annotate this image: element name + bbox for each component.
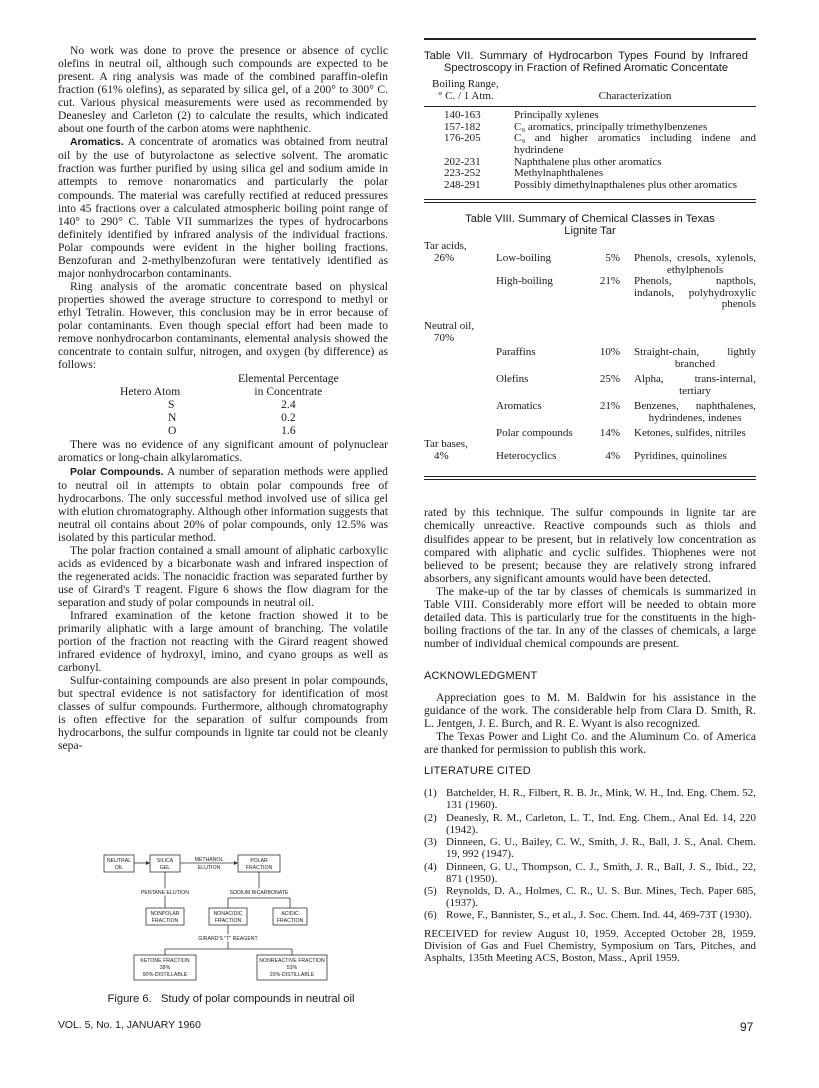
paragraph-ketone-fraction: Infrared examination of the ketone fraction showed it to be primarily aliphatic with a large amount of branching. The volatile portion of the fraction not reacting with the Girard reagent showed infrared evidence of hydroxyl, imino, and cyano groups as well as carbonyl.	[58, 609, 388, 675]
table7-desc: Principally xylenes	[514, 109, 599, 122]
table7-title: Table VII. Summary of Hydrocarbon Types Found by Infrared Spectroscopy in Fraction of Refined Aromatic Concentate	[424, 50, 748, 74]
label-methanol: METHANOL	[194, 857, 224, 863]
label-acidic: ACIDIC	[281, 911, 299, 917]
reference-item	[424, 909, 756, 921]
left-column	[58, 44, 388, 753]
label-nonreactive-fraction: NONREACTIVE FRACTION	[259, 958, 325, 964]
table8-group	[424, 321, 756, 333]
table8-row	[424, 401, 756, 424]
table8-val: 14%	[599, 426, 620, 439]
reference-number: (5)	[424, 884, 437, 897]
table8-row	[424, 428, 756, 440]
table7-range: 248-291	[444, 178, 481, 191]
reference-item	[424, 812, 756, 836]
reference-text: Batchelder, H. R., Filbert, R. B. Jr., Mink, W. H., Ind. Eng. Chem. 52, 131 (1960).	[446, 787, 756, 812]
table8-row	[424, 374, 756, 397]
table7	[424, 79, 756, 200]
hetero-atom: O	[168, 424, 177, 438]
reference-number: (3)	[424, 836, 437, 849]
reference-number: (4)	[424, 860, 437, 873]
table8-sub: Olefins	[496, 373, 529, 386]
table7-header-range	[424, 79, 514, 102]
paragraph-sulfur: Sulfur-containing compounds are also present in polar compounds, but spectral evidence is not satisfactory for identification of most classes of sulfur compounds. Furthermore, although chromatography is often effective for the separation of sulfur compounds from hydrocarbons, the sulfur compounds in lignite tar could not be cleanly sepa-	[58, 674, 388, 753]
hetero-pct: 2.4	[281, 398, 296, 412]
table8-group-pct: 70%	[434, 331, 455, 344]
hetero-pct: 0.2	[281, 411, 296, 425]
table8-desc: Pyridines, quinolines	[634, 449, 727, 462]
hetero-pct: 1.6	[281, 424, 296, 438]
table8-sub: Heterocyclics	[496, 449, 557, 462]
reference-number: (2)	[424, 811, 437, 824]
table7-range: 223-252	[444, 167, 481, 180]
label-acidic-fraction: FRACTION	[276, 918, 304, 924]
table7-header-characterization: Characterization	[598, 89, 672, 102]
table8-group-name: Tar bases,	[424, 438, 468, 451]
table7-range: 157-182	[444, 120, 481, 133]
table8-row	[424, 451, 756, 463]
table8-val: 4%	[605, 449, 620, 462]
figure-6	[96, 850, 366, 1005]
table7-range: 202-231	[444, 155, 481, 168]
label-gel: GEL	[159, 865, 171, 871]
table8-group-pct: 4%	[434, 449, 449, 462]
table8-group-name: Neutral oil,	[424, 319, 475, 332]
table8-row	[424, 347, 756, 370]
received-note: RECEIVED for review August 10, 1959. Accepted October 28, 1959. Division of Gas and Fuel Chemistry, Symposium on Tars, Pitches, and Asphalts, 135th Meeting ACS, Boston, Mass., April 1959.	[424, 927, 756, 964]
literature-cited-heading: LITERATURE CITED	[424, 765, 531, 778]
hetero-col2-header-line1: Elemental Percentage	[238, 372, 339, 386]
table8-group-pct: 26%	[434, 251, 455, 264]
polar-compounds-heading: Polar Compounds.	[70, 466, 164, 478]
table8-val: 21%	[599, 275, 620, 288]
table7-header	[424, 79, 756, 102]
table7-desc: Naphthalene plus other aromatics	[514, 155, 662, 168]
polar-compounds-text: A number of separation methods were applied to neutral oil in attempts to obtain polar compounds free of hydrocarbons. The only successful method involved use of silica gel with elution chromatography. Although other information suggests that neutral oil contains about 20% of polar compounds, only 12.5% was isolated by this particular method.	[58, 464, 388, 544]
paragraph-cyclic-olefins: No work was done to prove the presence or absence of cyclic olefins in neutral oil, although such compounds are expected to be present. A ring analysis was made of the combined paraffin-olefin fraction (61% olefins), as separated by silica gel, of a 200° to 300° C. cut. Various physical measurements were used as recommended by Deanesley and Carleton (2) to calculate the results, which indicated about one fourth of the carbon atoms were naphthenic.	[58, 44, 388, 136]
table7-desc: C₉ and higher aromatics including indene and hydrindene	[514, 132, 756, 156]
table7-row	[424, 180, 756, 192]
table7-row	[424, 168, 756, 180]
table8-desc: Phenols, cresols, xylenols, ethylphenols	[634, 251, 756, 276]
label-silica: SILICA	[156, 858, 174, 864]
table8-sub: Polar compounds	[496, 426, 573, 439]
table8-desc: Ketones, sulfides, nitriles	[634, 426, 746, 439]
label-nonpolar: NONPOLAR	[150, 911, 180, 917]
table8-sub: High-boiling	[496, 275, 553, 288]
footer-volume: VOL. 5, No. 1, JANUARY 1960	[58, 1020, 201, 1031]
table8-title: Table VIII. Summary of Chemical Classes in Texas Lignite Tar	[465, 213, 715, 238]
table7-range: 140-163	[444, 109, 481, 122]
label-oil: OIL	[114, 865, 124, 871]
table8-sub: Low-boiling	[496, 251, 551, 264]
reference-item	[424, 861, 756, 885]
reference-item	[424, 885, 756, 909]
table7-range: 176-205	[444, 132, 481, 145]
paragraph-ring-analysis: Ring analysis of the aromatic concentrate based on physical properties showed the average structure to correspond to methyl or ethyl Tetralin. However, this conclusion may be in error because of polar contaminants. Even though special effort had been made to remove nonhydrocarbon contaminants, elemental analysis showed the concentrate to contain sulfur, nitrogen, and oxygen (by difference) as follows:	[58, 279, 388, 372]
paragraph-ack-1: Appreciation goes to M. M. Baldwin for his assistance in the guidance of the work. The considerable help from Clara D. Smith, R. L. Jentgen, J. E. Burch, and R. E. Wyant is also recognized.	[424, 691, 756, 731]
aromatics-text: A concentrate of aromatics was obtained from neutral oil by the use of butyrolactone as selective solvent. The aromatic fraction was further purified by using silica gel and sodium amide in attempts to remove nonaromatics and particularly the polar compounds. The material was carefully rectified at reduced pressures into 45 fractions over a calculated atmospheric boiling point range of 140° to 290° C. Table VII summarizes the types of hydrocarbons definitely identified by infrared analysis of the individual fractions. Polar compounds were evident in the higher boiling fractions. Benzofuran and 2-methylbenzofuran were tentatively identified as major nonhydrocarbon contaminants.	[58, 135, 388, 280]
table8-sub: Paraffins	[496, 346, 536, 359]
table8-val: 5%	[605, 251, 620, 264]
label-ketone-fraction: KETONE FRACTION	[140, 958, 190, 964]
table8-row	[424, 253, 756, 276]
label-ketone-distillable: 90%-DISTILLABLE	[142, 972, 188, 978]
reference-item	[424, 836, 756, 860]
table8-desc: Phenols, napthols, indanols, polyhydroxylic phenols	[634, 275, 756, 311]
label-polar: POLAR	[250, 858, 268, 864]
flow-diagram	[96, 850, 366, 990]
paragraph-rated-technique: rated by this technique. The sulfur compounds in lignite tar are chemically unreactive. Reactive compounds such as thiols and disulfides appear to be present, but in relatively low concentration as compared with aliphatic and cyclic sulfides. Thiophenes were not believed to be present; because they are relatively strong infrared absorbers, any significant amounts would have been detected.	[424, 506, 756, 585]
table8-desc: Benzenes, naphthalenes, hydrindenes, indenes	[634, 400, 756, 425]
label-nonpolar-fraction: FRACTION	[151, 918, 179, 924]
label-nonacidic-fraction: FRACTION	[214, 918, 242, 924]
hetero-col2-header	[238, 372, 339, 398]
table7-desc: Methylnaphthalenes	[514, 167, 604, 180]
table8-desc: Straight-chain, lightly branched	[634, 346, 756, 370]
label-neutral: NEUTRAL	[106, 858, 132, 864]
aromatics-heading: Aromatics.	[70, 137, 124, 149]
table7-desc: C₉ aromatics, principally trimethylbenzenes	[514, 120, 708, 133]
table7-desc: Possibly dimethylnapthalenes plus other aromatics	[514, 178, 738, 191]
label-nonreactive-distillable: 20%-DISTILLABLE	[269, 972, 315, 978]
table8-sub: Aromatics	[496, 400, 542, 413]
label-girards-reagent: GIRARD'S "T" REAGENT	[198, 936, 258, 942]
table8-group-name: Tar acids,	[424, 240, 467, 253]
table8-desc: Alpha, trans-internal, tertiary	[634, 373, 756, 397]
paragraph-polar-fraction: The polar fraction contained a small amount of aliphatic carboxylic acids as evidenced by a bicarbonate wash and infrared inspection of the regenerated acids. The nonacidic fraction was separated further by use of Girard's T reagent. Figure 6 shows the flow diagram for the separation and study of polar compounds in neutral oil.	[58, 543, 388, 609]
reference-text: Dinneen, G. U., Thompson, C. J., Smith, J. R., Ball, J. S., Ibid., 22, 871 (1950).	[446, 860, 756, 885]
table7-row	[424, 133, 756, 156]
hetero-row	[120, 398, 339, 411]
paragraph-aromatics	[58, 135, 388, 280]
hetero-row	[120, 411, 339, 424]
paragraph-ack-2: The Texas Power and Light Co. and the Aluminum Co. of America are thanked for permission to publish this work.	[424, 730, 756, 757]
reference-number: (1)	[424, 787, 437, 800]
table8-group-pct-row	[424, 333, 756, 345]
figure-6-caption: Figure 6. Study of polar compounds in neutral oil	[107, 993, 355, 1005]
hetero-col2-header-line2: in Concentrate	[254, 385, 323, 399]
reference-text: Reynolds, D. A., Holmes, C. R., U. S. Bur. Mines, Tech. Paper 685, (1937).	[446, 884, 756, 910]
label-nonreactive-pct: 53%	[286, 965, 298, 971]
reference-item	[424, 787, 756, 811]
label-sodium-bicarbonate: SODIUM BICARBONATE	[229, 890, 289, 896]
table8	[424, 241, 756, 477]
table7-header-range-line1: Boiling Range,	[432, 78, 499, 90]
hetero-atom: S	[168, 398, 175, 412]
references-list	[424, 787, 756, 921]
label-ketone-pct: 38%	[159, 965, 171, 971]
table8-row	[424, 276, 756, 311]
hetero-row	[120, 424, 339, 437]
table8-bottom-rule	[424, 479, 756, 480]
hetero-atom-table	[120, 372, 339, 437]
reference-number: (6)	[424, 909, 437, 922]
acknowledgment-heading: ACKNOWLEDGMENT	[424, 669, 538, 682]
label-elution: ELUTION	[197, 865, 221, 871]
table8-val: 21%	[599, 400, 620, 413]
label-fraction: FRACTION	[245, 865, 273, 871]
hetero-col1-header: Hetero Atom	[120, 385, 181, 399]
reference-text: Deanesly, R. M., Carleton, L. T., Ind. Eng. Chem., Anal Ed. 14, 220 (1942).	[446, 811, 756, 836]
label-nonacidic: NONACIDIC	[213, 911, 243, 917]
table7-top-rule	[424, 38, 756, 40]
table8-val: 10%	[599, 346, 620, 359]
hetero-atom: N	[168, 411, 177, 425]
page-number: 97	[740, 1020, 754, 1034]
paragraph-polar-compounds	[58, 465, 388, 544]
paragraph-no-polynuclear: There was no evidence of any significant amount of polynuclear aromatics or long-chain alkylaromatics.	[58, 438, 388, 465]
table8-val: 25%	[599, 373, 620, 386]
right-column	[424, 38, 756, 964]
table7-bottom-rule	[424, 202, 756, 203]
paragraph-makeup: The make-up of the tar by classes of chemicals is summarized in Table VIII. Considerably more effort will be needed to obtain more detailed data. This is particularly true for the constituents in the high-boiling fractions of the tar. In any of the classes of chemicals, a large number of individual chemical compounds are present.	[424, 584, 756, 650]
reference-text: Dinneen, G. U., Bailey, C. W., Smith, J. R., Ball, J. S., Anal. Chem. 19, 992 (1947).	[446, 836, 756, 861]
table7-header-range-line2: ° C. / 1 Atm.	[438, 89, 494, 102]
reference-text: Rowe, F., Bannister, S., et al., J. Soc. Chem. Ind. 44, 469-73T (1930).	[446, 909, 752, 922]
label-pentane-elution: PENTANE ELUTION	[140, 890, 190, 896]
